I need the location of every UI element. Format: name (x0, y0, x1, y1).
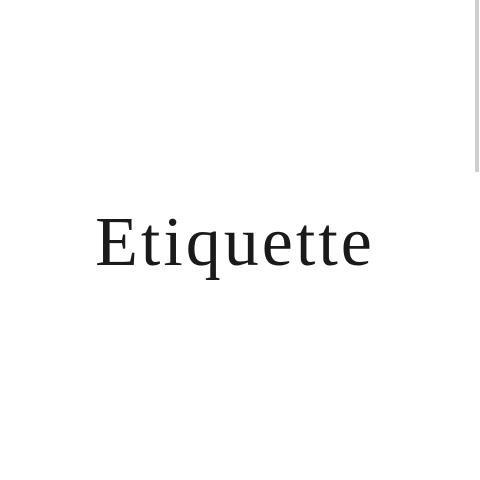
wordmark-title: Etiquette (95, 204, 375, 281)
scrollbar-thumb[interactable] (475, 0, 479, 172)
